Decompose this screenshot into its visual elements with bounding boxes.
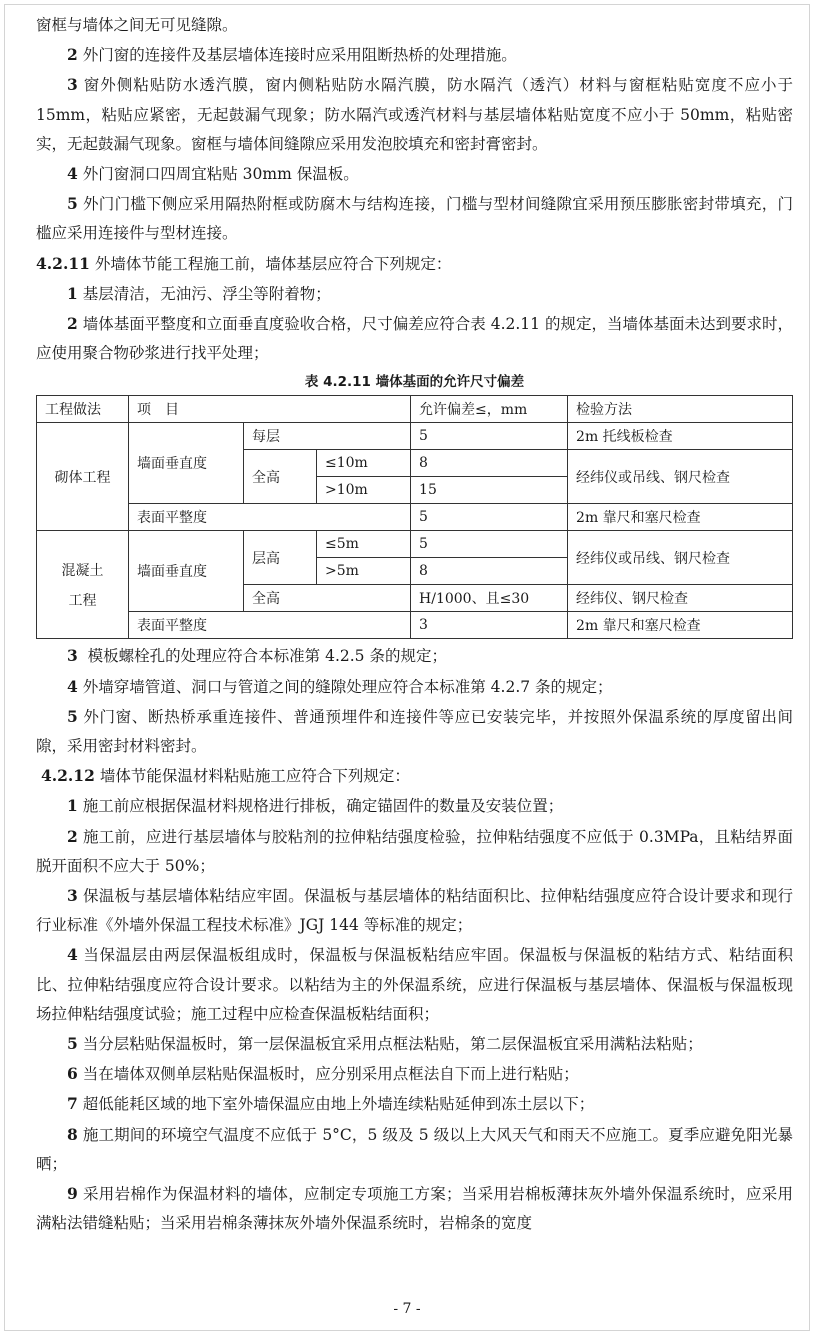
- list-item: [36, 1059, 793, 1089]
- paragraph: [36, 11, 793, 40]
- item-number: 6: [67, 1064, 78, 1084]
- table-cell: 全高: [244, 585, 411, 612]
- list-item: [36, 791, 793, 821]
- table-row: [37, 612, 793, 639]
- header-cell: 工程做法: [37, 396, 129, 423]
- item-text: 超低能耗区域的地下室外墙保温应由地上外墙连续粘贴延伸到冻土层以下；: [82, 1095, 595, 1114]
- header-cell: 允许偏差≤，mm: [411, 396, 568, 423]
- table-cell: 2m 靠尺和塞尺检查: [568, 612, 793, 639]
- table-cell: 5: [411, 504, 568, 531]
- list-item: [36, 189, 793, 248]
- table-cell: 2m 托线板检查: [568, 423, 793, 450]
- item-text: 外门门槛下侧应采用隔热附框或防腐木与结构连接，门槛与型材间缝隙宜采用预压膨胀密封带填充，门槛应采用连接件与型材连接。: [36, 195, 793, 243]
- clause-number: 4.2.12: [40, 766, 95, 786]
- list-item: [36, 1089, 793, 1119]
- item-text: 基层清洁，无油污、浮尘等附着物；: [82, 284, 331, 303]
- item-number: 5: [67, 194, 78, 214]
- item-number: 9: [67, 1184, 78, 1204]
- item-text: 窗外侧粘贴防水透汽膜，窗内侧粘贴防水隔汽膜，防水隔汽（透汽）材料与窗框粘贴宽度不应小于 15mm，粘贴应紧密，无起鼓漏气现象；防水隔汽或透汽材料与基层墙体粘贴宽度不应小于 50mm，粘贴密实，无起鼓漏气现象。窗框与墙体间缝隙应采用发泡胶填充和密封膏密封。: [36, 76, 793, 153]
- table-cell: 8: [411, 558, 568, 585]
- table-cell: 3: [411, 612, 568, 639]
- clause-text: 外墙体节能工程施工前，墙体基层应符合下列规定：: [94, 254, 452, 273]
- table-cell: 经纬仪、钢尺检查: [568, 585, 793, 612]
- table-cell: 砌体工程: [37, 423, 129, 531]
- list-item: [36, 279, 793, 309]
- page-number: - 7 -: [393, 1301, 421, 1317]
- item-text: 外门窗、断热桥承重连接件、普通预埋件和连接件等应已安装完毕，并按照外保温系统的厚度留出间隙，采用密封材料密封。: [36, 707, 793, 756]
- header-cell: 检验方法: [568, 396, 793, 423]
- list-item: [36, 822, 793, 881]
- page-content: [36, 11, 793, 1239]
- item-text: 外墙穿墙管道、洞口与管道之间的缝隙处理应符合本标准第 4.2.7 条的规定；: [82, 677, 613, 696]
- item-number: 8: [67, 1124, 78, 1144]
- list-item: [36, 1029, 793, 1059]
- item-text: 外门窗洞口四周宜粘贴 30mm 保温板。: [82, 165, 359, 184]
- section-after-table: [36, 641, 793, 1238]
- table-cell: 墙面垂直度: [129, 531, 244, 612]
- item-text: 墙体基面平整度和立面垂直度验收合格，尺寸偏差应符合表 4.2.11 的规定，当墙体基面未达到要求时，应使用聚合物砂浆进行找平处理；: [36, 315, 793, 363]
- table-cell: 层高: [244, 531, 317, 585]
- table-cell: ≤5m: [317, 531, 411, 558]
- item-number: 4: [67, 676, 78, 696]
- list-item: [36, 159, 793, 189]
- table-cell: >10m: [317, 477, 411, 504]
- item-text: 施工前应根据保温材料规格进行排板，确定锚固件的数量及安装位置；: [82, 797, 564, 816]
- item-text: 当保温层由两层保温板组成时，保温板与保温板粘结应牢固。保温板与保温板的粘结方式、粘结面积比、拉伸粘结强度应符合设计要求。以粘结为主的外保温系统，应进行保温板与基层墙体、保温板与保温板现场拉伸粘结强度试验；施工过程中应检查保温板粘结面积；: [36, 946, 793, 1023]
- document-page: [4, 4, 810, 1331]
- table-cell: 全高: [244, 450, 317, 504]
- list-item: [36, 40, 793, 70]
- item-number: 2: [67, 826, 78, 846]
- item-text: 外门窗的连接件及基层墙体连接时应采用阻断热桥的处理措施。: [82, 46, 517, 65]
- item-text: 当在墙体双侧单层粘贴保温板时，应分别采用点框法自下而上进行粘贴；: [82, 1065, 579, 1084]
- clause-text: 墙体节能保温材料粘贴施工应符合下列规定：: [99, 767, 410, 786]
- cell-line: 混凝土: [61, 562, 104, 579]
- item-number: 1: [67, 283, 78, 303]
- list-item: [36, 672, 793, 702]
- clause: [36, 249, 793, 279]
- list-item: [36, 70, 793, 159]
- deviation-table: [36, 395, 793, 639]
- item-number: 3: [67, 886, 78, 906]
- table-cell: [37, 531, 129, 639]
- item-number: 4: [67, 945, 78, 965]
- table-cell: ≤10m: [317, 450, 411, 477]
- clause: [36, 761, 793, 791]
- table-row: [37, 531, 793, 558]
- cell-line: 工程: [68, 592, 97, 609]
- list-item: [36, 1120, 793, 1179]
- list-item: [36, 309, 793, 368]
- item-number: 7: [67, 1094, 78, 1114]
- item-number: 3: [67, 75, 78, 95]
- table-cell: 表面平整度: [129, 612, 411, 639]
- header-cell: 项 目: [129, 396, 411, 423]
- table-cell: 经纬仪或吊线、钢尺检查: [568, 450, 793, 504]
- table-caption: 表 4.2.11 墙体基面的允许尺寸偏差: [304, 374, 525, 391]
- table-cell: 每层: [244, 423, 411, 450]
- table-cell: 5: [411, 531, 568, 558]
- table-cell: 8: [411, 450, 568, 477]
- table-cell: 墙面垂直度: [129, 423, 244, 504]
- table-cell: >5m: [317, 558, 411, 585]
- table-cell: H/1000、且≤30: [411, 585, 568, 612]
- list-item: [36, 940, 793, 1029]
- item-number: 5: [67, 1034, 78, 1054]
- table-cell: 5: [411, 423, 568, 450]
- list-item: [36, 702, 793, 761]
- table-row: [37, 504, 793, 531]
- table-cell: 经纬仪或吊线、钢尺检查: [568, 531, 793, 585]
- table-row: [37, 423, 793, 450]
- item-number: 5: [67, 706, 78, 726]
- item-text: 模板螺栓孔的处理应符合本标准第 4.2.5 条的规定；: [87, 647, 447, 666]
- item-text: 采用岩棉作为保温材料的墙体，应制定专项施工方案；当采用岩棉板薄抹灰外墙外保温系统时，应采用满粘法错缝粘贴；当采用岩棉条薄抹灰外墙外保温系统时，岩棉条的宽度: [36, 1185, 793, 1233]
- table-cell: 15: [411, 477, 568, 504]
- list-item: [36, 641, 793, 671]
- list-item: [36, 881, 793, 940]
- item-text: 施工前，应进行基层墙体与胶粘剂的拉伸粘结强度检验，拉伸粘结强度不应低于 0.3MPa，且粘结界面脱开面积不应大于 50%；: [36, 827, 793, 875]
- list-item: [36, 1179, 793, 1238]
- table-cell: 表面平整度: [129, 504, 411, 531]
- table-cell: 2m 靠尺和塞尺检查: [568, 504, 793, 531]
- item-number: 3: [67, 646, 78, 666]
- table-header-row: [37, 396, 793, 423]
- item-text: 保温板与基层墙体粘结应牢固。保温板与基层墙体的粘结面积比、拉伸粘结强度应符合设计要求和现行行业标准《外墙外保温工程技术标准》JGJ 144 等标准的规定；: [36, 887, 793, 935]
- paragraph-text: 窗框与墙体之间无可见缝隙。: [36, 16, 238, 34]
- item-text: 当分层粘贴保温板时，第一层保温板宜采用点框法粘贴，第二层保温板宜采用满粘法粘贴；: [82, 1035, 703, 1054]
- item-number: 4: [67, 164, 78, 184]
- item-number: 2: [67, 314, 78, 334]
- item-text: 施工期间的环境空气温度不应低于 5°C，5 级及 5 级以上大风天气和雨天不应施工。夏季应避免阳光暴晒；: [36, 1125, 793, 1173]
- item-number: 2: [67, 45, 78, 65]
- item-number: 1: [67, 796, 78, 816]
- clause-number: 4.2.11: [36, 253, 90, 273]
